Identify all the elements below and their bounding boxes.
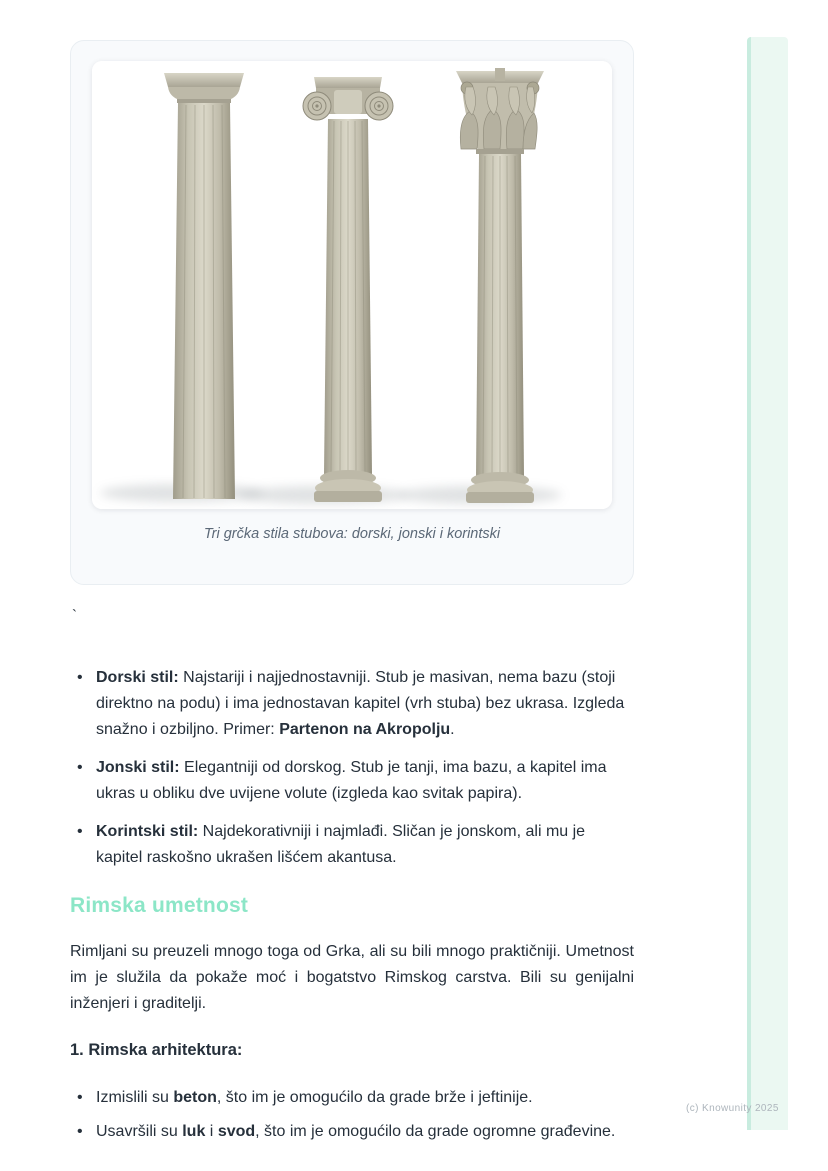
section-heading-rimska-umetnost: Rimska umetnost <box>70 894 249 917</box>
bullet-marker: • <box>77 759 83 776</box>
brand-side-stripe <box>747 37 788 1130</box>
watermark: (c) Knowunity 2025 <box>686 1103 779 1114</box>
list-item-text: Izmislili su beton, što im je omogućilo da grade brže i jeftinije. <box>96 1089 533 1106</box>
bullet-marker: • <box>77 1123 83 1140</box>
columns-image <box>92 61 612 509</box>
list-item-dorski <box>70 665 634 743</box>
list-item-text: Dorski stil: Najstariji i najjednostavniji. Stub je masivan, nema bazu (stoji direktno na podu) i ima jednostavan kapitel (vrh stuba) bez ukrasa. Izgleda snažno i ozbiljno. Primer: Partenon na Akropolju. <box>96 669 625 738</box>
three-columns-illustration <box>92 61 612 509</box>
list-item-jonski <box>70 755 634 807</box>
section-paragraph: Rimljani su preuzeli mnogo toga od Grka, ali su bili mnogo praktičniji. Umetnost im je služila da pokaže moć i bogatstvo Rimskog carstva. Bili su genijalni inženjeri i graditelji. <box>70 943 634 1012</box>
subsection-heading-rimska-arhitektura: 1. Rimska arhitektura: <box>70 1041 243 1059</box>
roman-architecture-list <box>70 1085 634 1145</box>
bullet-marker: • <box>77 823 83 840</box>
document-content <box>70 40 634 1153</box>
bullet-marker: • <box>77 1089 83 1106</box>
list-item-luk-svod <box>70 1119 634 1145</box>
list-item-text: Korintski stil: Najdekorativniji i najmlađi. Sličan je jonskom, ali mu je kapitel raskošno ukrašen lišćem akantusa. <box>96 823 586 866</box>
list-item-text: Usavršili su luk i svod, što im je omogućilo da grade ogromne građevine. <box>96 1123 616 1140</box>
list-item-text: Jonski stil: Elegantniji od dorskog. Stub je tanji, ima bazu, a kapitel ima ukras u obliku dve uvijene volute (izgleda kao svitak papira). <box>96 759 607 802</box>
stray-character: ` <box>72 607 77 624</box>
figure-caption: Tri grčka stila stubova: dorski, jonski i korintski <box>203 526 501 542</box>
bullet-marker: • <box>77 669 83 686</box>
list-item-korintski <box>70 819 634 871</box>
list-item-beton <box>70 1085 634 1111</box>
greek-styles-list <box>70 665 634 871</box>
figure-card <box>70 40 634 585</box>
